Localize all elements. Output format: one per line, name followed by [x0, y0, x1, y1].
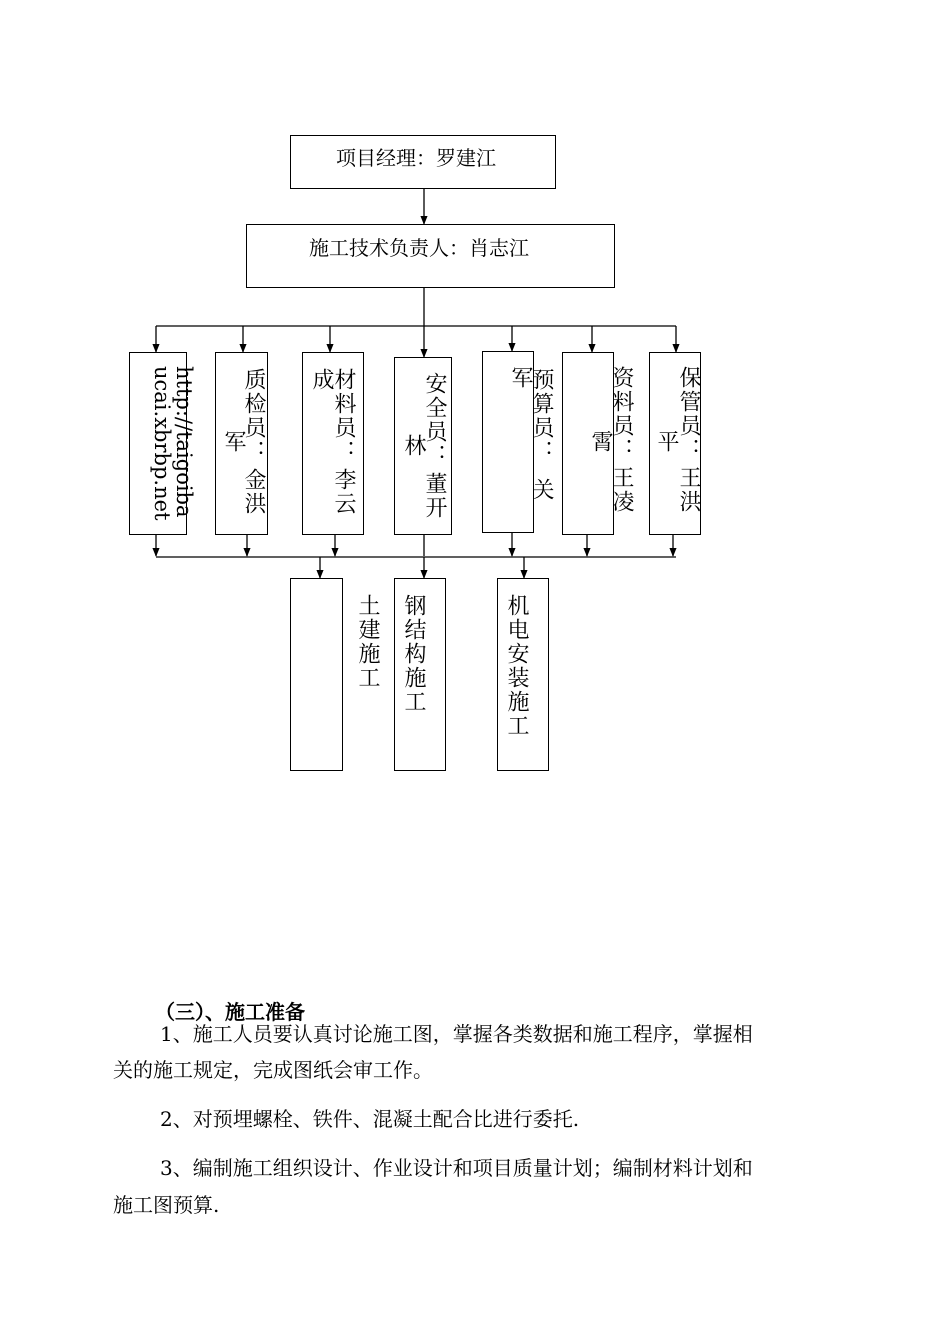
- role-box-1-watermark-text: http://taigoiba: [172, 366, 196, 518]
- quality-inspector-name-part: 军: [221, 430, 246, 454]
- project-manager-label: 项目经理：罗建江: [336, 146, 496, 170]
- storekeeper-title: 保管员：: [676, 366, 701, 462]
- steel-structure-label: 钢结构施工: [401, 594, 426, 714]
- safety-officer-title: 安全员：: [422, 372, 447, 468]
- section-heading: （三）、施工准备: [155, 1000, 305, 1024]
- storekeeper-name: 王洪: [676, 466, 701, 514]
- paragraph-2: 2、对预埋螺栓、铁件、混凝土配合比进行委托.: [160, 1107, 580, 1131]
- paragraph-1-line-1: 1、施工人员要认真讨论施工图，掌握各类数据和施工程序，掌握相: [160, 1022, 753, 1046]
- material-officer-name: 李云: [331, 468, 356, 516]
- budget-officer-name-part: 军: [508, 366, 533, 390]
- document-officer-title: 资料员：: [609, 366, 634, 462]
- paragraph-1-line-2: 关的施工规定，完成图纸会审工作。: [113, 1058, 433, 1082]
- budget-officer-title: 预算员：: [529, 368, 554, 464]
- quality-inspector-title: 质检员：: [241, 368, 266, 464]
- quality-inspector-name: 金洪: [241, 468, 266, 516]
- paragraph-3-line-2: 施工图预算.: [113, 1193, 220, 1217]
- paragraph-3-line-1: 3、编制施工组织设计、作业设计和项目质量计划；编制材料计划和: [160, 1156, 753, 1180]
- storekeeper-name-part: 平: [654, 430, 679, 454]
- civil-construction-label: 土建施工: [355, 594, 380, 690]
- material-officer-title: 材料员：: [331, 368, 356, 464]
- technical-lead-label: 施工技术负责人：肖志江: [309, 236, 529, 260]
- role-box-1-watermark-text-2: ucai.xbrbp.net: [150, 366, 174, 521]
- document-officer-name-part: 霄: [588, 430, 613, 454]
- material-officer-name-part: 成: [309, 368, 334, 392]
- budget-officer-name: 关: [529, 478, 554, 502]
- mep-installation-label: 机电安装施工: [504, 594, 529, 738]
- team-box-civil-construction: [290, 578, 343, 771]
- document-officer-name: 王凌: [609, 466, 634, 514]
- safety-officer-name: 董开: [422, 472, 447, 520]
- safety-officer-name-part: 林: [401, 434, 426, 458]
